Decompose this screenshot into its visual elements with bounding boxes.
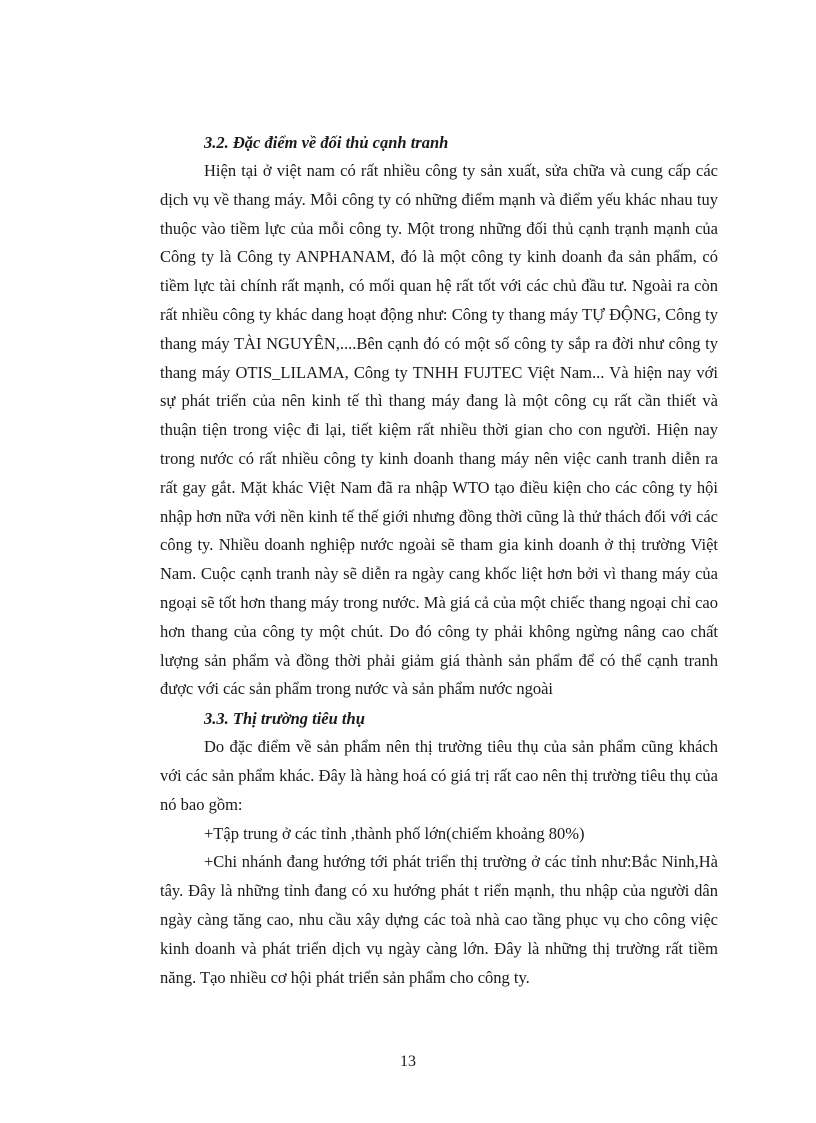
document-page bbox=[160, 129, 718, 992]
page-number: 13 bbox=[400, 1053, 416, 1070]
section-paragraph-market-item-1: +Tập trung ở các tỉnh ,thành phố lớn(chiếm khoảng 80%) bbox=[204, 823, 585, 843]
section-paragraph-market-intro: Do đặc điểm về sản phẩm nên thị trường tiêu thụ của sản phẩm cũng khách với các sản phẩm khác. Đây là hàng hoá có giá trị rất cao nên thị trường tiêu thụ của nó bao gồm: bbox=[160, 737, 718, 814]
section-paragraph-market-item-2: +Chi nhánh đang hướng tới phát triển thị trường ở các tỉnh như:Bắc Ninh,Hà tây. Đây là những tỉnh đang có xu hướng phát t riển mạnh, thu nhập của người dân ngày càng tăng cao, nhu cầu xây dựng các toà nhà cao tầng phục vụ cho công việc kinh doanh và phát triển dịch vụ ngày càng lớn. Đây là những thị trường rất tiềm năng. Tạo nhiều cơ hội phát triển sản phẩm cho công ty. bbox=[160, 852, 718, 987]
section-paragraph-competitors: Hiện tại ở việt nam có rất nhiều công ty sản xuất, sửa chữa và cung cấp các dịch vụ về thang máy. Mỗi công ty có những điểm mạnh và điểm yếu khác nhau tuy thuộc vào tiềm lực của mỗi công ty. Một trong những đối thủ cạnh trạnh mạnh của Công ty là Công ty ANPHANAM, đó là một công ty kinh doanh đa sản phẩm, có tiềm lực tài chính rất mạnh, có mối quan hệ rất tốt với các chủ đầu tư. Ngoài ra còn rất nhiều công ty khác dang hoạt động như: Công ty thang máy TỰ ĐỘNG, Công ty thang máy TÀI NGUYÊN,....Bên cạnh đó có một số công ty sắp ra đời như công ty thang máy OTIS_LILAMA, Công ty TNHH FUJTEC Việt Nam... Và hiện nay với sự phát triển của nên kinh tế thì thang máy đang là một công cụ rất cần thiết và thuận tiện trong việc đi lại, tiết kiệm rất nhiều thời gian cho con người. Hiện nay trong nước có rất nhiều công ty kinh doanh thang máy nên việc canh tranh diễn ra rất gay gắt. Mặt khác Việt Nam đã ra nhập WTO tạo điều kiện cho các công ty hội nhập hơn nữa với nền kinh tế thế giới nhưng đồng thời cũng là thử thách đối với các công ty. Nhiều doanh nghiệp nước ngoài sẽ tham gia kinh doanh ở thị trường Việt Nam. Cuộc cạnh tranh này sẽ diễn ra ngày cang khốc liệt hơn bởi vì thang máy của ngoại sẽ tốt hơn thang máy trong nước. Mà giá cả của một chiếc thang ngoại chỉ cao hơn thang của công ty một chút. Do đó công ty phải không ngừng nâng cao chất lượng sản phẩm và đồng thời phải giảm giá thành sản phẩm để có thể cạnh tranh được với các sản phẩm trong nước và sản phẩm nước ngoài bbox=[160, 161, 718, 699]
section-heading-3-2: 3.2. Đặc điểm về đối thủ cạnh tranh bbox=[204, 133, 449, 152]
section-heading-3-3: 3.3. Thị trường tiêu thụ bbox=[204, 709, 365, 729]
